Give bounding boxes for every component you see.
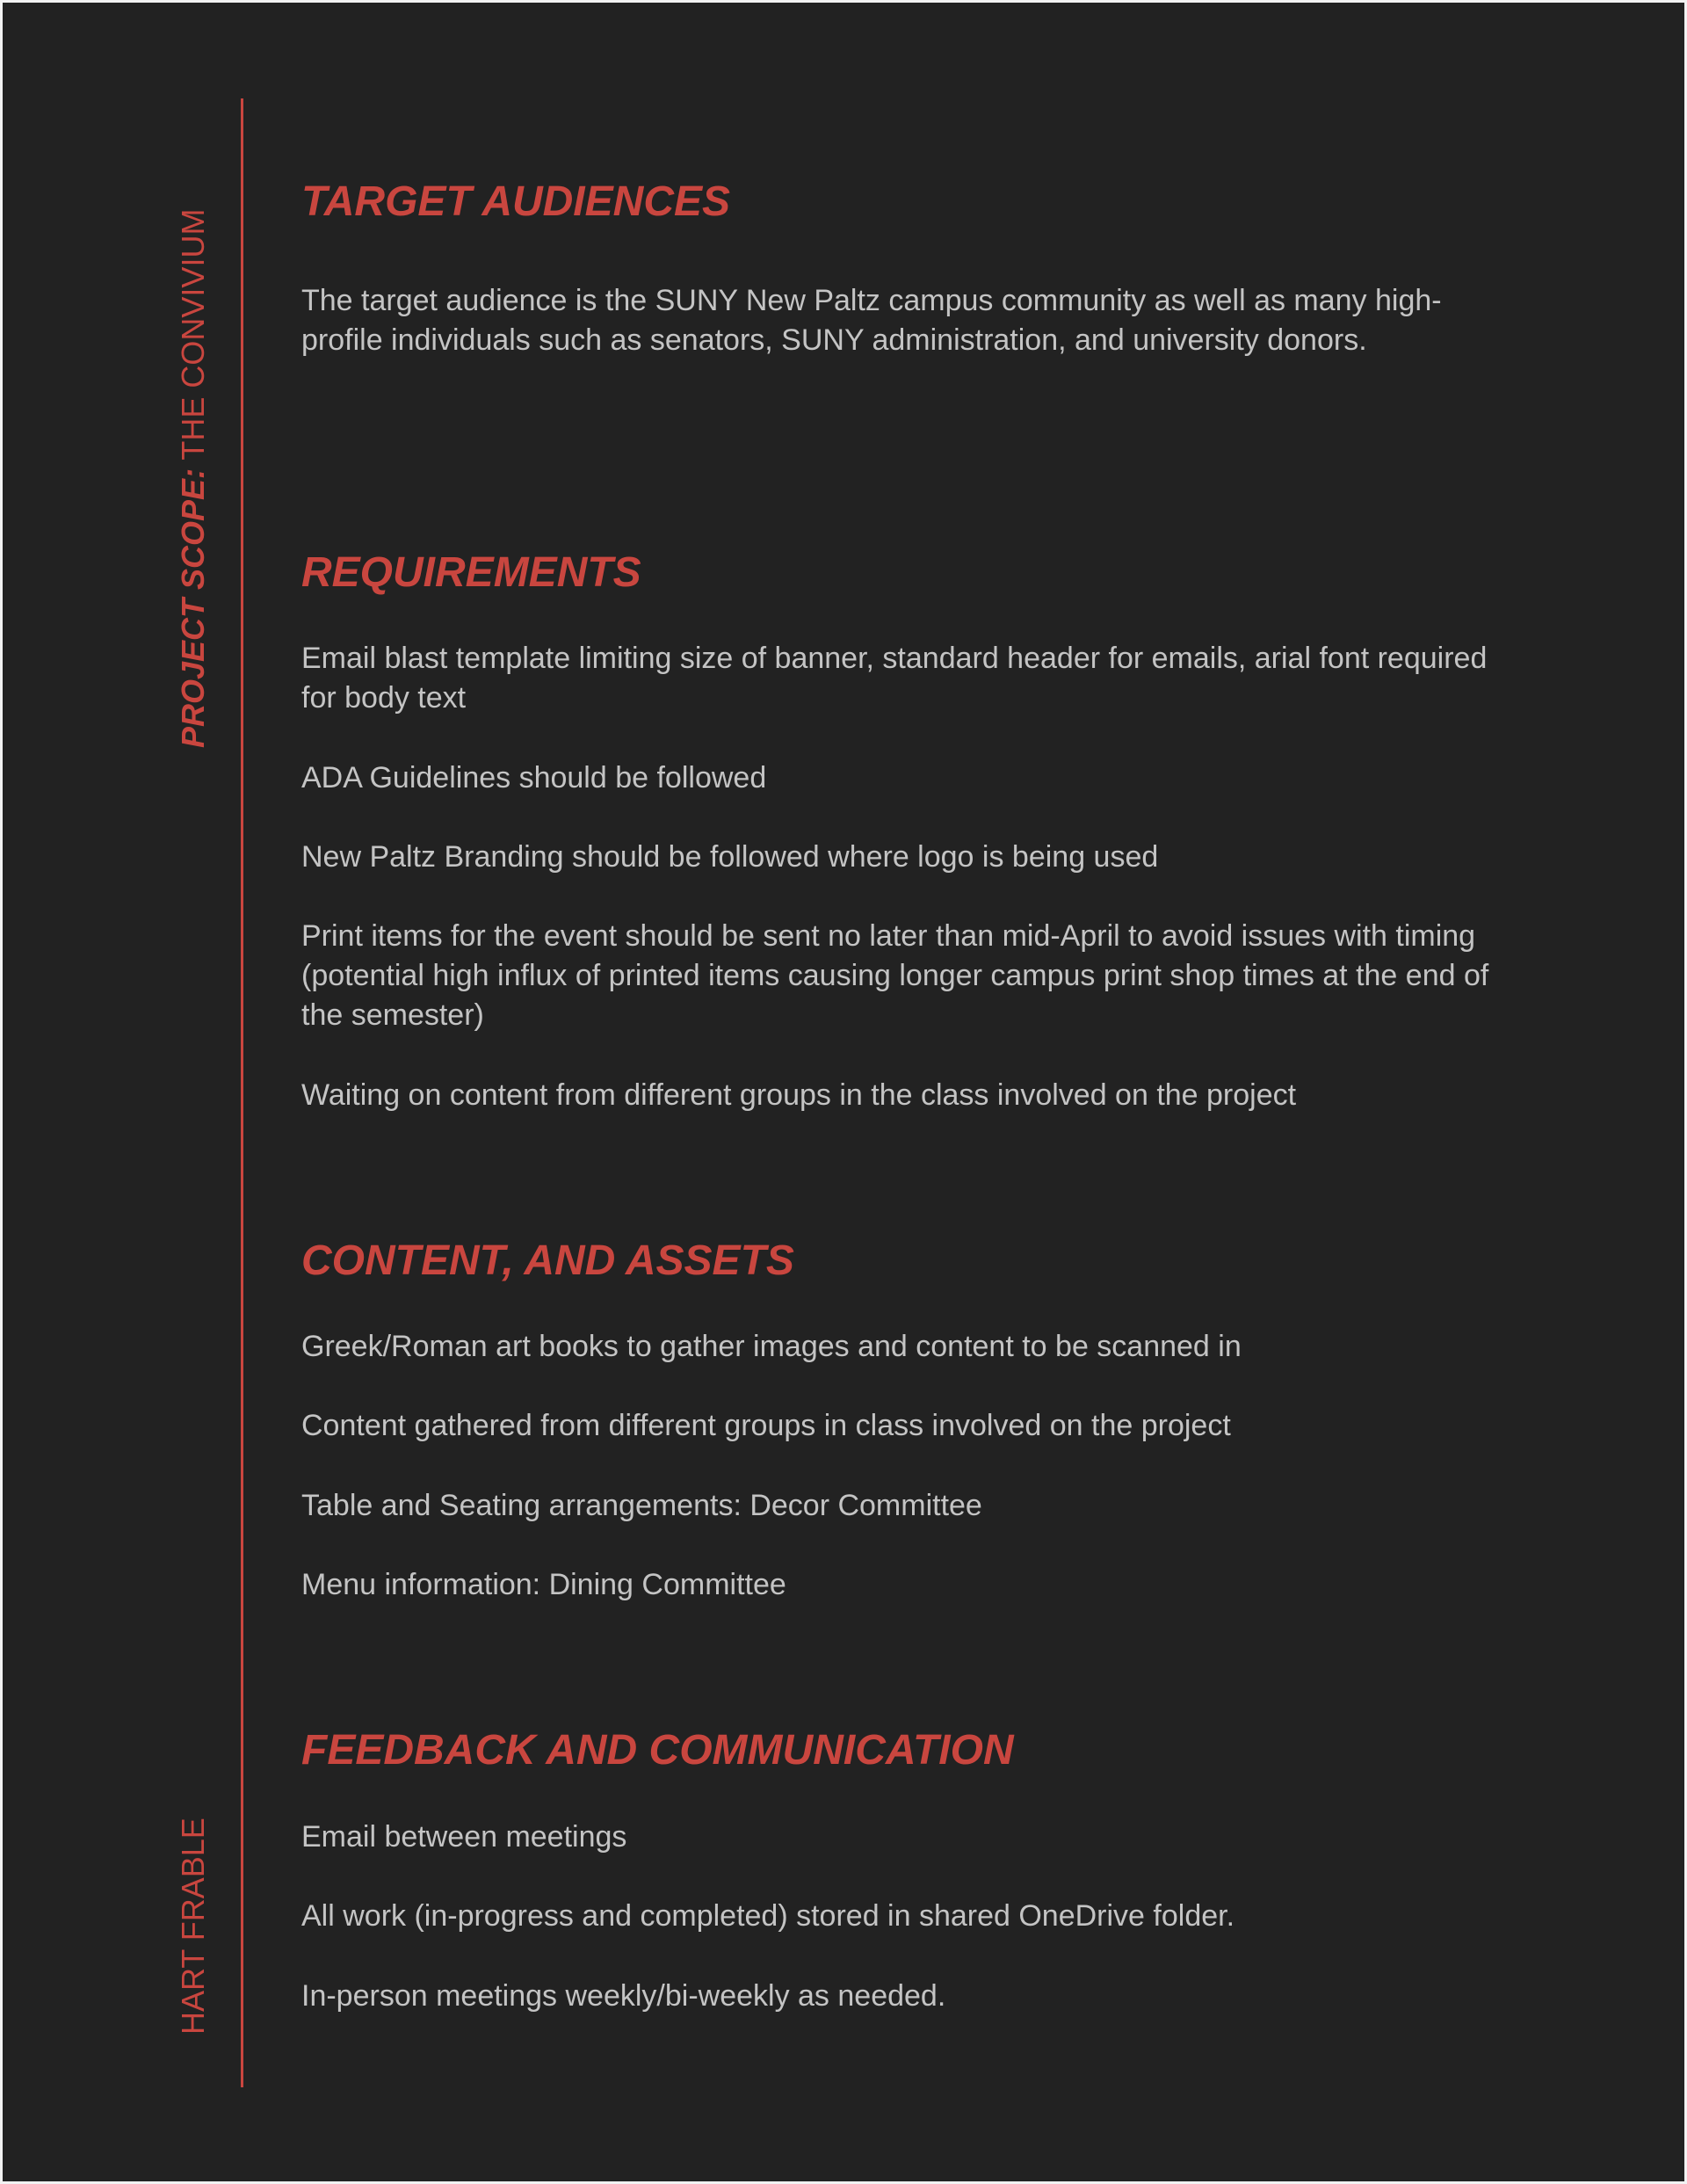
document-page xyxy=(3,3,1684,2181)
sidebar-title-bold: PROJECT SCOPE: xyxy=(175,468,211,748)
content-asset-item: Table and Seating arrangements: Decor Committee xyxy=(301,1489,982,1522)
content-asset-item: Greek/Roman art books to gather images and content to be scanned in xyxy=(301,1330,1242,1363)
feedback-item: Email between meetings xyxy=(301,1820,627,1854)
heading-target-audiences: TARGET AUDIENCES xyxy=(301,178,731,225)
content-asset-item: Menu information: Dining Committee xyxy=(301,1568,786,1601)
feedback-item: In-person meetings weekly/bi-weekly as needed. xyxy=(301,1979,946,2013)
requirement-item: Waiting on content from different groups in the class involved on the project xyxy=(301,1078,1297,1112)
requirement-item: Email blast template limiting size of banner, standard header for emails, arial font required for body text xyxy=(301,642,1488,715)
sidebar-title-rest: THE CONVIVIUM xyxy=(175,208,211,468)
sidebar-project-title xyxy=(175,209,212,748)
content-asset-item: Content gathered from different groups in class involved on the project xyxy=(301,1409,1231,1442)
requirement-item: New Paltz Branding should be followed where logo is being used xyxy=(301,840,1159,874)
sidebar-author: HART FRABLE xyxy=(175,1818,211,2035)
heading-requirements: REQUIREMENTS xyxy=(301,549,641,596)
vertical-divider xyxy=(241,98,243,2087)
requirement-item: Print items for the event should be sent no later than mid-April to avoid issues with timing (potential high influx of printed items causing longer campus print shop times at the end of the semester) xyxy=(301,919,1489,1032)
target-audiences-paragraph: The target audience is the SUNY New Paltz campus community as well as many high-profile individuals such as senators, SUNY administration, and university donors. xyxy=(301,284,1442,357)
requirement-item: ADA Guidelines should be followed xyxy=(301,761,767,795)
feedback-item: All work (in-progress and completed) stored in shared OneDrive folder. xyxy=(301,1899,1235,1933)
heading-content-assets: CONTENT, AND ASSETS xyxy=(301,1237,794,1284)
heading-feedback-communication: FEEDBACK AND COMMUNICATION xyxy=(301,1727,1014,1774)
